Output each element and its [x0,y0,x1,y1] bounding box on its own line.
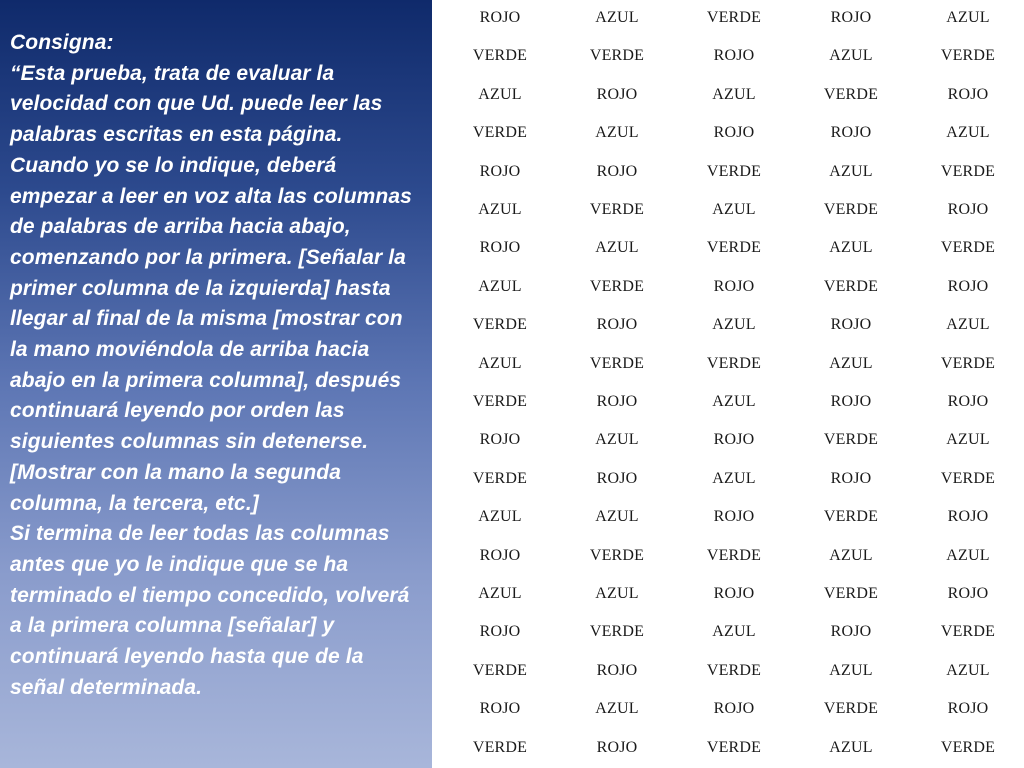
grid-word: ROJO [596,316,638,334]
grid-word: VERDE [940,47,996,65]
word-grid [432,0,1024,768]
grid-word: AZUL [595,9,639,26]
grid-word: AZUL [478,277,522,295]
grid-word: AZUL [829,239,873,257]
grid-word: ROJO [479,546,521,564]
grid-word: ROJO [947,277,989,295]
grid-word: AZUL [595,239,639,257]
instructions-paragraph: Si termina de leer todas las columnas antes que yo le indique que se ha terminado el tiempo concedido, volverá a la primera columna [señalar] y continuará leyendo hasta que de la señal determinada. [10,522,410,699]
grid-word: ROJO [830,393,872,410]
grid-word: AZUL [829,354,873,372]
grid-word: VERDE [940,469,996,487]
grid-word: ROJO [596,162,638,180]
grid-word: ROJO [596,469,638,487]
grid-word: VERDE [589,201,645,218]
grid-word: AZUL [946,9,990,26]
grid-word: VERDE [472,316,528,334]
instructions-panel [0,0,432,768]
grid-word: ROJO [947,700,989,718]
grid-word: VERDE [940,162,996,180]
grid-word: VERDE [940,354,996,372]
grid-word: VERDE [823,508,879,526]
grid-word: VERDE [472,661,528,679]
grid-word: ROJO [830,9,872,26]
grid-word: VERDE [589,47,645,65]
grid-word: AZUL [946,124,990,142]
grid-word: VERDE [823,277,879,295]
grid-word: ROJO [713,700,755,718]
grid-word: ROJO [830,469,872,487]
grid-word: ROJO [713,431,755,449]
grid-word: ROJO [479,431,521,449]
grid-word: AZUL [478,85,522,103]
grid-word: ROJO [713,47,755,65]
grid-word: ROJO [947,85,989,103]
grid-word: VERDE [823,201,879,218]
grid-word: ROJO [596,661,638,679]
grid-word: VERDE [589,546,645,564]
instructions-text [10,28,418,703]
grid-word: AZUL [595,431,639,449]
grid-word: VERDE [472,393,528,410]
grid-word: ROJO [830,316,872,334]
grid-word: VERDE [940,738,996,756]
grid-word: AZUL [595,124,639,142]
grid-word: ROJO [479,623,521,641]
grid-word: VERDE [589,623,645,641]
grid-word: AZUL [478,354,522,372]
grid-word: ROJO [479,9,521,26]
grid-word: VERDE [706,738,762,756]
grid-word: ROJO [596,738,638,756]
grid-word: VERDE [823,585,879,602]
grid-word: VERDE [472,47,528,65]
word-grid-panel [432,0,1024,768]
grid-word: VERDE [706,162,762,180]
grid-word: VERDE [706,9,762,26]
grid-word: VERDE [706,239,762,257]
grid-word: VERDE [706,661,762,679]
grid-word: AZUL [829,738,873,756]
grid-word: VERDE [706,354,762,372]
grid-word: AZUL [829,47,873,65]
instructions-heading: Consigna: [10,31,114,54]
grid-word: AZUL [595,508,639,526]
grid-word: AZUL [712,316,756,334]
grid-word: VERDE [823,700,879,718]
grid-word: ROJO [947,201,989,218]
grid-word: VERDE [472,124,528,142]
grid-word: VERDE [472,738,528,756]
grid-word: ROJO [713,508,755,526]
grid-word: AZUL [478,508,522,526]
grid-word: AZUL [946,431,990,449]
grid-word: AZUL [712,201,756,218]
grid-word: AZUL [712,623,756,641]
grid-word: VERDE [940,239,996,257]
grid-word: AZUL [478,585,522,602]
instructions-paragraph: “Esta prueba, trata de evaluar la velocidad con que Ud. puede leer las palabras escritas en esta página. Cuando yo se lo indique, deberá empezar a leer en voz alta las columnas de palabras de arriba hacia abajo, comenzando por la primera. [Señalar la primer columna de la izquierda] hasta llegar al final de la misma [mostrar con la mano moviéndola de arriba hacia abajo en la primera columna], después continuará leyendo por orden las siguientes columnas sin detenerse. [Mostrar con la mano la segunda columna, la tercera, etc.] [10,61,412,515]
grid-word: AZUL [712,85,756,103]
grid-word: AZUL [829,162,873,180]
grid-word: ROJO [830,124,872,142]
grid-word: ROJO [596,393,638,410]
grid-word: ROJO [713,277,755,295]
grid-word: AZUL [595,700,639,718]
grid-word: AZUL [712,393,756,410]
grid-word: ROJO [479,162,521,180]
grid-word: ROJO [713,124,755,142]
grid-word: VERDE [706,546,762,564]
grid-word: ROJO [479,700,521,718]
grid-word: ROJO [830,623,872,641]
grid-word: ROJO [479,239,521,257]
grid-word: ROJO [947,393,989,410]
grid-word: VERDE [940,623,996,641]
grid-word: AZUL [595,585,639,602]
grid-word: ROJO [947,508,989,526]
grid-word: AZUL [946,546,990,564]
grid-word: AZUL [829,661,873,679]
grid-word: ROJO [596,85,638,103]
grid-word: VERDE [589,277,645,295]
grid-word: VERDE [589,354,645,372]
grid-word: VERDE [472,469,528,487]
grid-word: VERDE [823,431,879,449]
grid-word: AZUL [478,201,522,218]
grid-word: AZUL [829,546,873,564]
grid-word: VERDE [823,85,879,103]
grid-word: ROJO [713,585,755,602]
grid-word: AZUL [946,316,990,334]
grid-word: ROJO [947,585,989,602]
grid-word: AZUL [946,661,990,679]
grid-word: AZUL [712,469,756,487]
